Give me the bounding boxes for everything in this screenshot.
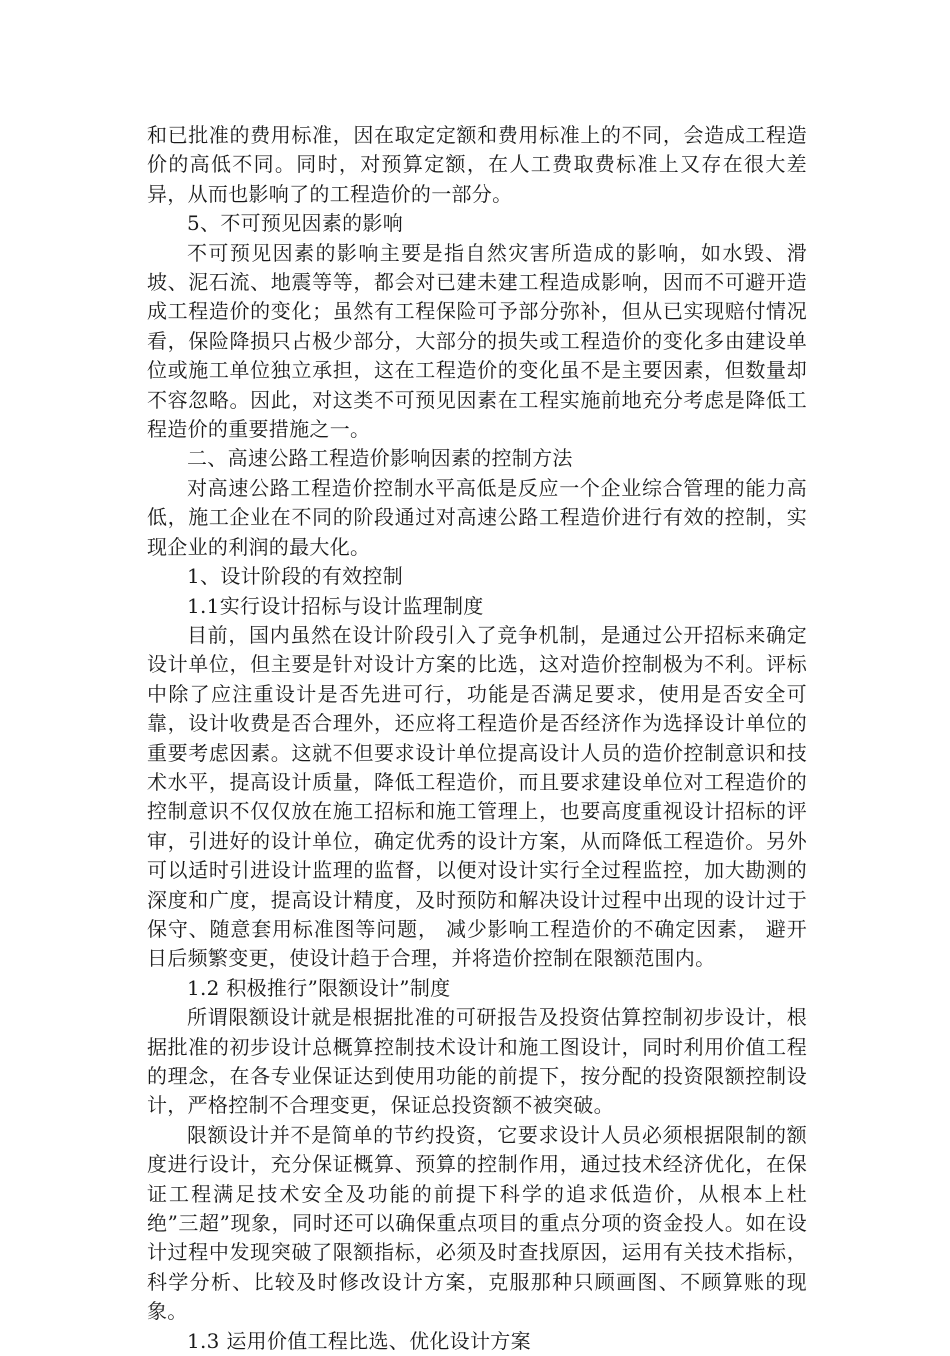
paragraph-limit-design-detail: 限额设计并不是简单的节约投资，它要求设计人员必须根据限制的额度进行设计，充分保证概算、预算的控制作用，通过技术经济优化，在保证工程满足技术安全及功能的前提下科学的追求低造价，从根本上杜绝”三超”现象，同时还可以确保重点项目的重点分项的资金投人。如在设计过程中发现突破了限额指标，必须及时查找原因，运用有关技术指标，科学分析、比较及时修改设计方案，克服那种只顾画图、不顾算账的现象。 [147, 1122, 807, 1324]
subsection-heading-1-2: 1.2 积极推行”限额设计”制度 [187, 975, 451, 1000]
paragraph-unforeseen-factors: 不可预见因素的影响主要是指自然灾害所造成的影响，如水毁、滑坡、泥石流、地震等等，都会对已建未建工程造成影响，因而不可避开造成工程造价的变化；虽然有工程保险可予部分弥补，但从已实现赔付情况看，保险降损只占极少部分，大部分的损失或工程造价的变化多由建设单位或施工单位独立承担，这在工程造价的变化虽不是主要因素，但数量却不容忽略。因此，对这类不可预见因素在工程实施前地充分考虑是降低工程造价的重要措施之一。 [147, 240, 807, 442]
paragraph-limit-design-definition: 所谓限额设计就是根据批准的可研报告及投资估算控制初步设计，根据批准的初步设计总概算控制技术设计和施工图设计，同时利用价值工程的理念，在各专业保证达到使用功能的前提下，按分配的投资限额控制设计，严格控制不合理变更，保证总投资额不被突破。 [147, 1005, 807, 1118]
subsection-heading-1-3: 1.3 运用价值工程比选、优化设计方案 [187, 1328, 531, 1353]
subsection-heading-1-1: 1.1实行设计招标与设计监理制度 [187, 593, 484, 618]
paragraph-design-tendering: 目前，国内虽然在设计阶段引入了竞争机制，是通过公开招标来确定设计单位，但主要是针对设计方案的比选，这对造价控制极为不利。评标中除了应注重设计是否先进可行，功能是否满足要求，使用是否安全可靠，设计收费是否合理外，还应将工程造价是否经济作为选择设计单位的重要考虑因素。这就不但要求设计单位提高设计人员的造价控制意识和技术水平，提高设计质量，降低工程造价，而且要求建设单位对工程造价的控制意识不仅仅放在施工招标和施工管理上，也要高度重视设计招标的评审，引进好的设计单位，确定优秀的设计方案，从而降低工程造价。另外可以适时引进设计监理的监督，以便对设计实行全过程监控，加大勘测的深度和广度，提高设计精度，及时预防和解决设计过程中出现的设计过于保守、随意套用标准图等问题， 减少影响工程造价的不确定因素， 避开日后频繁变更，使设计趋于合理，并将造价控制在限额范围内。 [147, 622, 807, 971]
section-heading-unforeseen-factors: 5、不可预见因素的影响 [187, 211, 404, 236]
section-heading-design-stage: 1、设计阶段的有效控制 [187, 564, 404, 589]
document-body [147, 121, 807, 1356]
paragraph-control-intro: 对高速公路工程造价控制水平高低是反应一个企业综合管理的能力高低，施工企业在不同的阶段通过对高速公路工程造价进行有效的控制，实现企业的利润的最大化。 [147, 475, 807, 559]
paragraph-continuation: 和已批准的费用标准，因在取定定额和费用标准上的不同，会造成工程造价的高低不同。同时，对预算定额，在人工费取费标准上又存在很大差异，从而也影响了的工程造价的一部分。 [147, 123, 807, 206]
section-heading-control-methods: 二、高速公路工程造价影响因素的控制方法 [187, 446, 573, 471]
